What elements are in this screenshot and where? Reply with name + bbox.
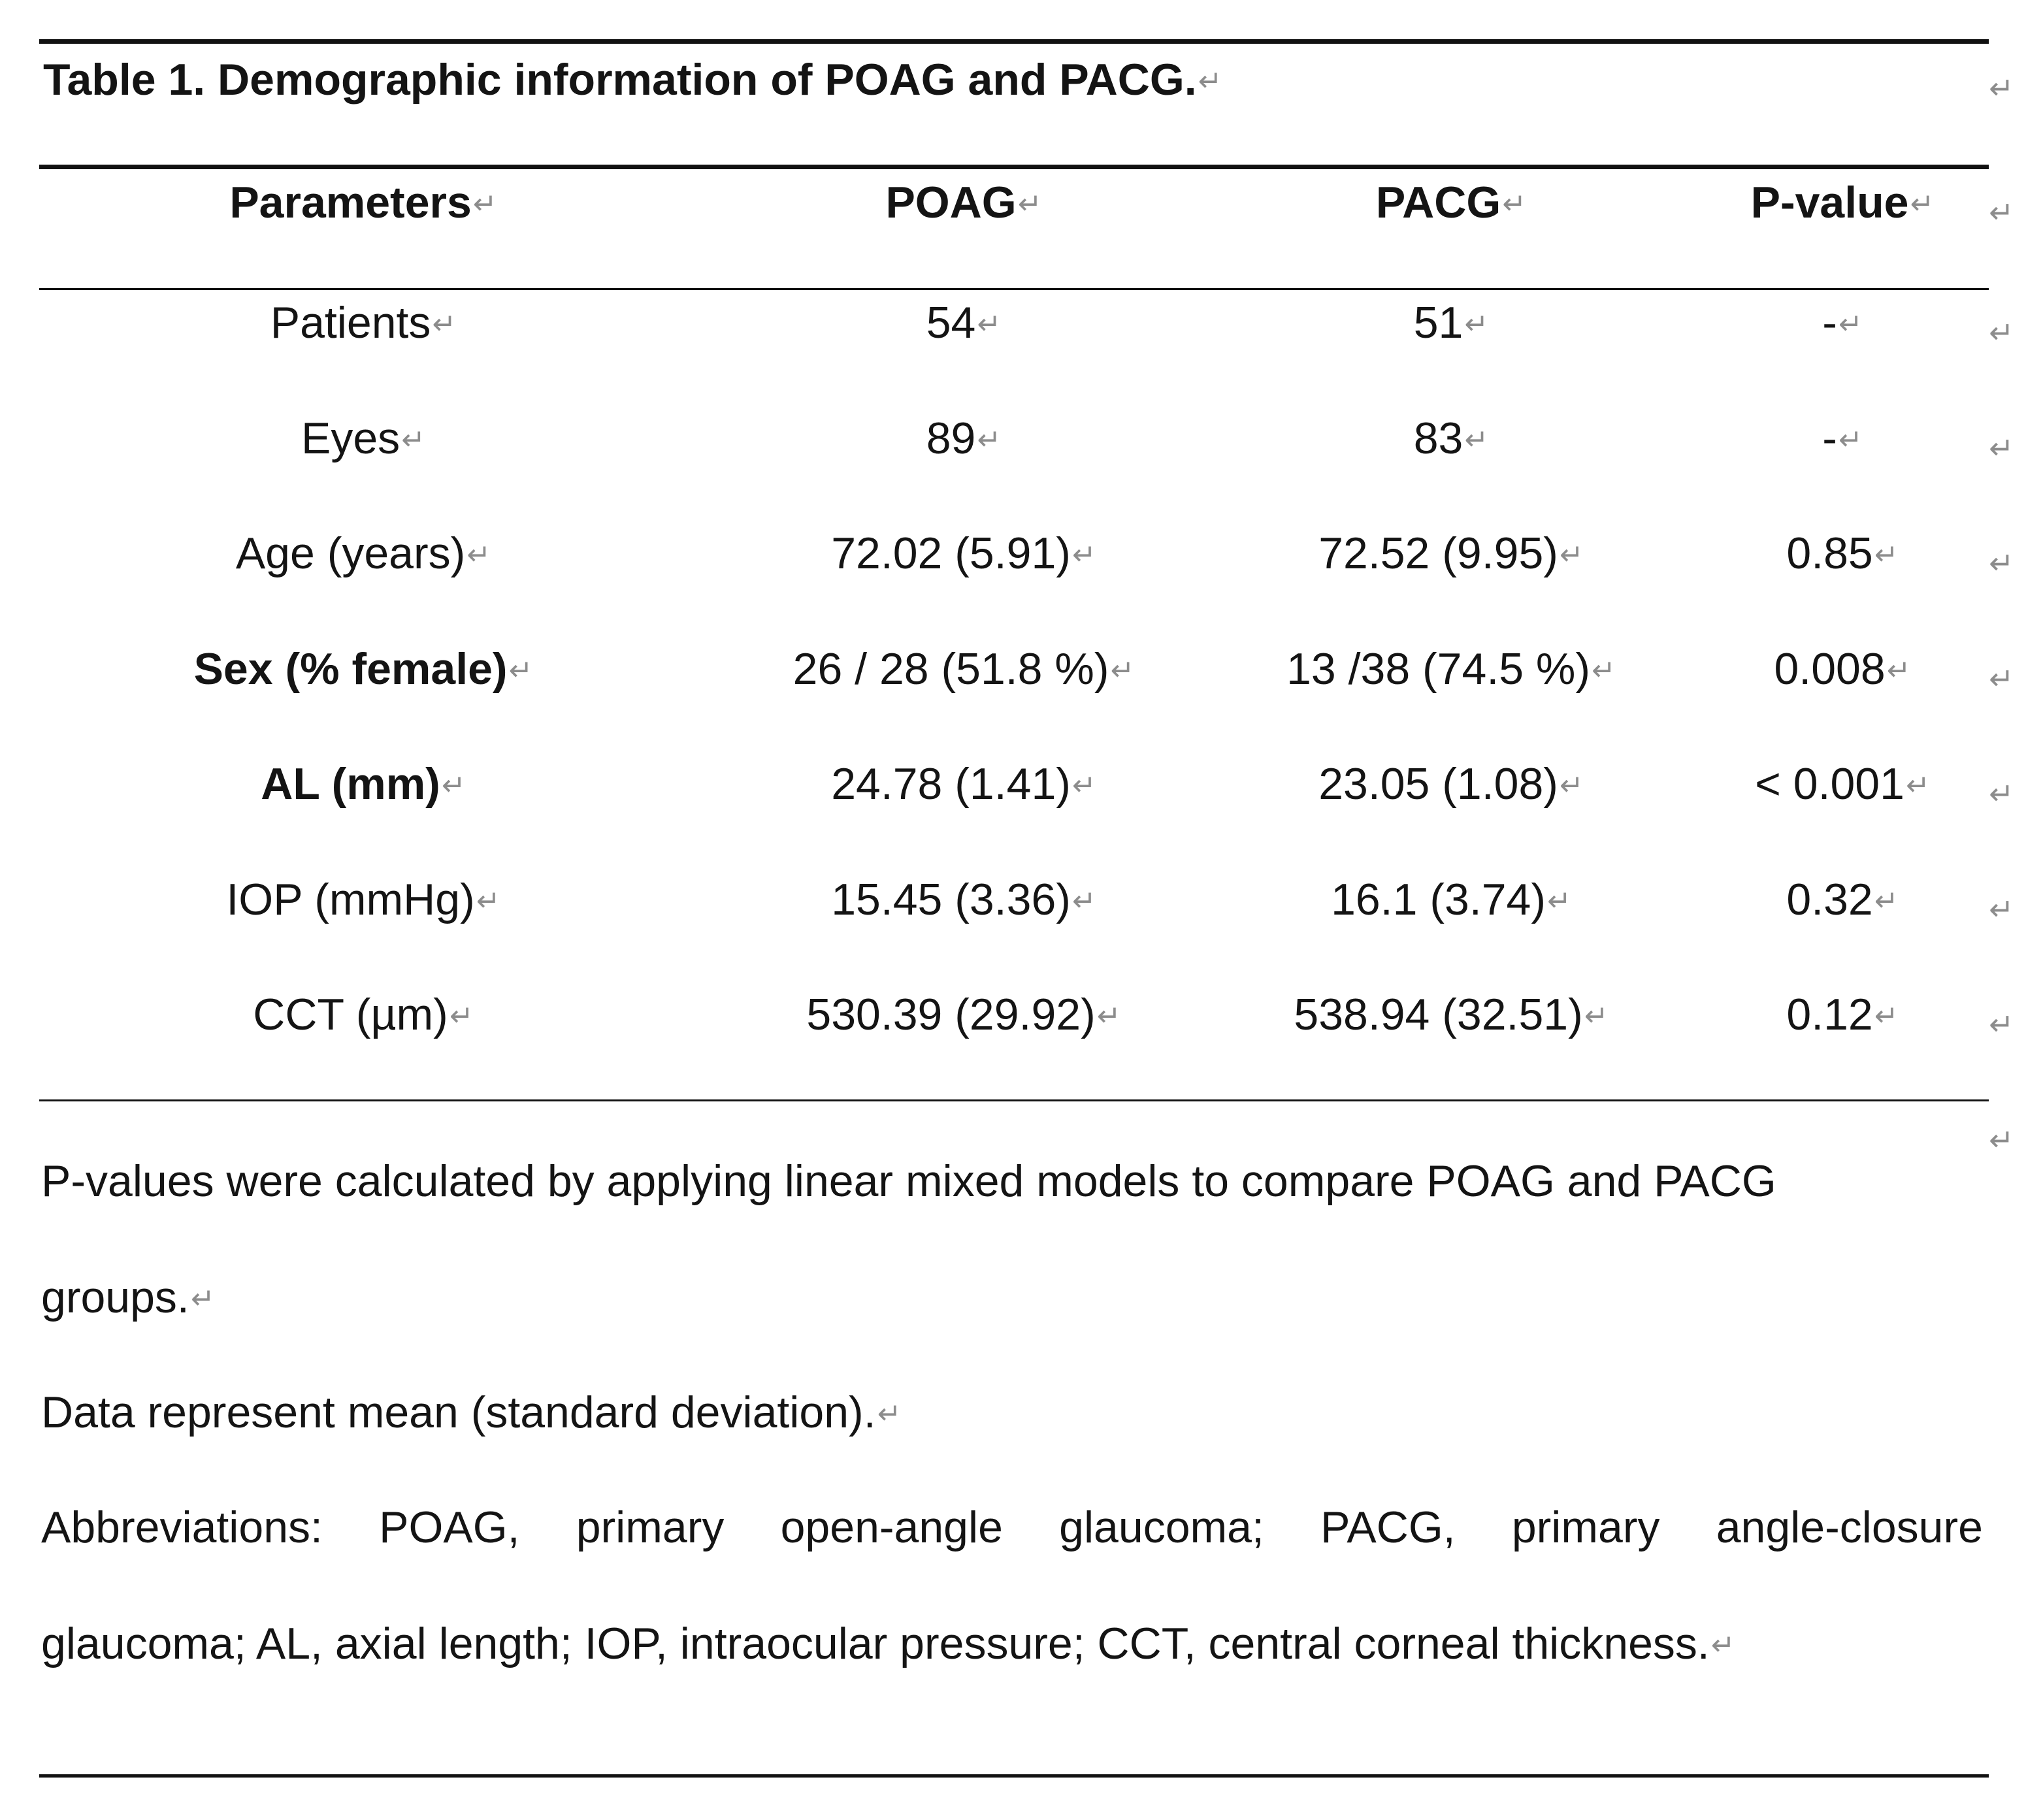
paragraph-mark-icon: ↵ <box>1559 769 1584 802</box>
paragraph-mark-icon: ↵ <box>401 423 426 457</box>
cell-poag: 15.45 (3.36)↵ <box>831 875 1096 924</box>
table-bottom-rule <box>39 1099 1989 1101</box>
abbreviations-line-1 <box>41 1495 1983 1560</box>
paragraph-mark-icon: ↵ <box>1071 769 1096 802</box>
header-top-rule <box>39 165 1989 169</box>
data-note: Data represent mean (standard deviation).↵ <box>41 1388 902 1437</box>
table-row <box>0 751 2026 817</box>
table-header-row <box>0 170 2026 235</box>
paragraph-mark-icon: ↵ <box>1584 999 1609 1033</box>
paragraph-mark-icon: ↵ <box>1989 431 2014 466</box>
paragraph-mark-icon: ↵ <box>1071 885 1096 918</box>
paragraph-mark-icon: ↵ <box>977 423 1002 457</box>
cell-p-value: 0.32↵ <box>1786 875 1899 924</box>
abbreviation-word: POAG, <box>379 1503 520 1552</box>
paragraph-mark-icon: ↵ <box>1547 885 1571 918</box>
cell-p-value: 0.12↵ <box>1786 990 1899 1039</box>
row-label: Age (years)↵ <box>235 528 491 578</box>
paragraph-mark-icon: ↵ <box>1071 538 1096 572</box>
paragraph-mark-icon: ↵ <box>1905 769 1930 802</box>
cell-p-value: 0.008↵ <box>1774 644 1911 694</box>
paragraph-mark-icon: ↵ <box>1989 195 2014 230</box>
paragraph-mark-icon: ↵ <box>1989 661 2014 696</box>
paragraph-mark-icon: ↵ <box>1886 654 1911 687</box>
table-caption <box>43 47 1222 114</box>
cell-p-value: -↵ <box>1822 414 1863 463</box>
cell-poag: 26 / 28 (51.8 %)↵ <box>792 644 1135 694</box>
cell-p-value: -↵ <box>1822 298 1863 348</box>
cell-poag: 24.78 (1.41)↵ <box>831 759 1096 809</box>
row-label: Eyes↵ <box>301 414 426 463</box>
cell-poag: 72.02 (5.91)↵ <box>831 528 1096 578</box>
cell-pacg: 13 /38 (74.5 %)↵ <box>1286 644 1616 694</box>
abbreviation-word: primary <box>1511 1503 1660 1552</box>
cell-poag: 89↵ <box>926 414 1002 463</box>
paragraph-mark-icon: ↵ <box>1838 423 1863 457</box>
cell-p-value: < 0.001↵ <box>1755 759 1930 809</box>
cell-poag: 530.39 (29.92)↵ <box>806 990 1121 1039</box>
paragraph-mark-icon: ↵ <box>1989 892 2014 927</box>
table-row <box>0 867 2026 932</box>
paragraph-mark-icon: ↵ <box>877 1397 902 1431</box>
paragraph-mark-icon: ↵ <box>1874 885 1899 918</box>
paragraph-mark-icon: ↵ <box>1502 187 1527 221</box>
cell-pacg: 72.52 (9.95)↵ <box>1318 528 1584 578</box>
paragraph-mark-icon: ↵ <box>1464 423 1489 457</box>
cell-pacg: 16.1 (3.74)↵ <box>1331 875 1571 924</box>
abbreviation-word: Abbreviations: <box>41 1503 323 1552</box>
abbreviation-word: glaucoma; <box>1059 1503 1264 1552</box>
paragraph-mark-icon: ↵ <box>1910 187 1935 221</box>
paragraph-mark-icon: ↵ <box>1989 315 2014 350</box>
header-pacg: PACG↵ <box>1375 178 1527 227</box>
cell-p-value: 0.85↵ <box>1786 528 1899 578</box>
row-label: CCT (µm)↵ <box>253 990 474 1039</box>
header-parameters: Parameters↵ <box>229 178 497 227</box>
abbreviation-word: angle-closure <box>1716 1503 1983 1552</box>
paragraph-mark-icon: ↵ <box>1464 308 1489 341</box>
table-row <box>0 982 2026 1047</box>
paragraph-mark-icon: ↵ <box>1110 654 1135 687</box>
row-label: Sex (% female)↵ <box>193 644 533 694</box>
cell-pacg: 51↵ <box>1413 298 1489 348</box>
paragraph-mark-icon: ↵ <box>472 187 497 221</box>
abbreviation-word: primary <box>576 1503 725 1552</box>
cell-pacg: 83↵ <box>1413 414 1489 463</box>
table-row <box>0 406 2026 471</box>
abbreviation-word: open-angle <box>780 1503 1003 1552</box>
paragraph-mark-icon: ↵ <box>190 1282 215 1316</box>
abbreviations-line-2: glaucoma; AL, axial length; IOP, intraocular pressure; CCT, central corneal thickness.↵ <box>41 1619 1735 1668</box>
paragraph-mark-icon: ↵ <box>466 538 491 572</box>
caption-top-rule <box>39 39 1989 44</box>
paragraph-mark-icon: ↵ <box>449 999 474 1033</box>
paragraph-mark-icon: ↵ <box>1198 65 1222 98</box>
paragraph-mark-icon: ↵ <box>476 885 500 918</box>
header-p-value: P-value↵ <box>1750 178 1935 227</box>
row-label: Patients↵ <box>270 298 457 348</box>
cell-pacg: 23.05 (1.08)↵ <box>1318 759 1584 809</box>
paragraph-mark-icon: ↵ <box>1838 308 1863 341</box>
paragraph-mark-icon: ↵ <box>1017 187 1042 221</box>
paragraph-mark-icon: ↵ <box>1989 71 2014 106</box>
paragraph-mark-icon: ↵ <box>1989 1122 2014 1158</box>
paragraph-mark-icon: ↵ <box>1874 999 1899 1033</box>
paragraph-mark-icon: ↵ <box>1559 538 1584 572</box>
cell-poag: 54↵ <box>926 298 1002 348</box>
abbreviation-word: PACG, <box>1320 1503 1456 1552</box>
paragraph-mark-icon: ↵ <box>441 769 466 802</box>
table-row <box>0 636 2026 702</box>
header-poag: POAG↵ <box>885 178 1042 227</box>
table-row <box>0 290 2026 355</box>
paragraph-mark-icon: ↵ <box>1096 999 1121 1033</box>
pvalue-note-line-2: groups.↵ <box>41 1273 215 1322</box>
paragraph-mark-icon: ↵ <box>508 654 533 687</box>
paragraph-mark-icon: ↵ <box>1710 1629 1735 1662</box>
paragraph-mark-icon: ↵ <box>977 308 1002 341</box>
paragraph-mark-icon: ↵ <box>432 308 457 341</box>
pvalue-note-text: P-values were calculated by applying linear mixed models to compare POAG and PACG <box>41 1156 1776 1206</box>
row-label: AL (mm)↵ <box>261 759 466 809</box>
paragraph-mark-icon: ↵ <box>1989 545 2014 581</box>
paragraph-mark-icon: ↵ <box>1874 538 1899 572</box>
cell-pacg: 538.94 (32.51)↵ <box>1294 990 1609 1039</box>
pvalue-note-line-1 <box>41 1148 1983 1214</box>
paragraph-mark-icon: ↵ <box>1989 1007 2014 1042</box>
paragraph-mark-icon: ↵ <box>1592 654 1616 687</box>
page-bottom-rule <box>39 1774 1989 1778</box>
table-row <box>0 521 2026 586</box>
caption-text: Table 1. Demographic information of POAG and PACG. <box>43 55 1197 105</box>
paragraph-mark-icon: ↵ <box>1989 776 2014 811</box>
row-label: IOP (mmHg)↵ <box>226 875 500 924</box>
